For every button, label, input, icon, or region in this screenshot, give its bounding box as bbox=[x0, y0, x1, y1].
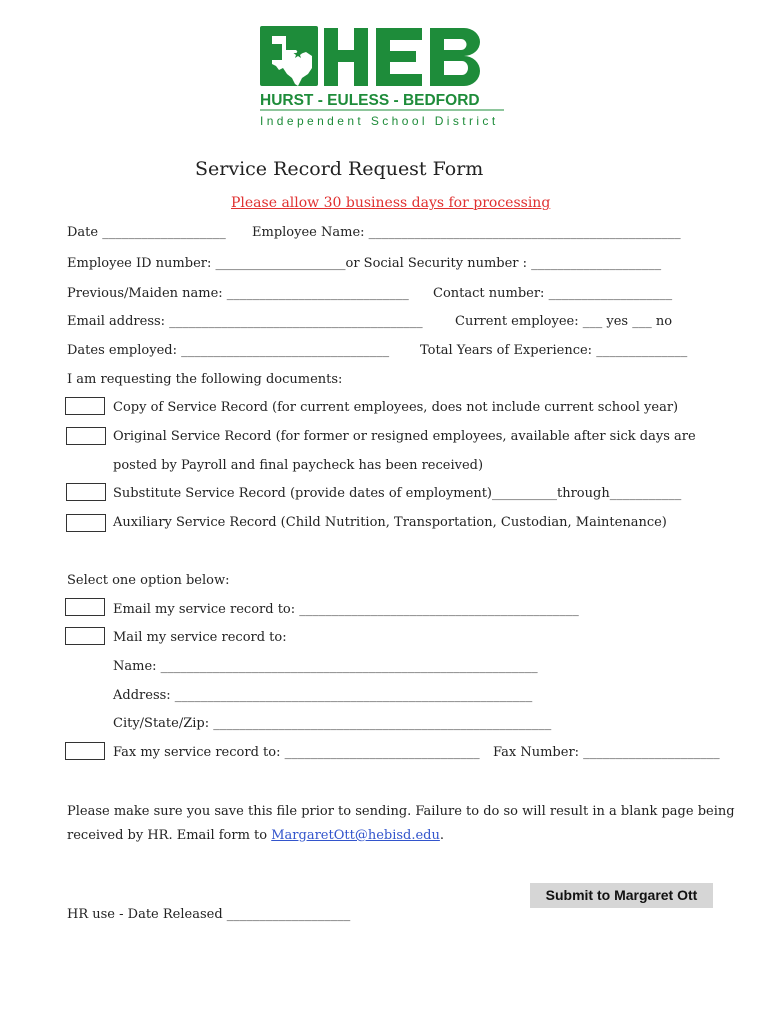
copy-service-record-label: Copy of Service Record (for current employees, does not include current school year) bbox=[113, 400, 679, 415]
mail-city-state-zip-field[interactable]: City/State/Zip: ____________________________________________________ bbox=[113, 716, 552, 731]
email-address-field[interactable]: Email address: _______________________________________ bbox=[67, 314, 423, 329]
email-option-checkbox[interactable] bbox=[65, 598, 105, 616]
fax-option-checkbox[interactable] bbox=[65, 742, 105, 760]
original-service-record-label-cont: posted by Payroll and final paycheck has been received) bbox=[113, 458, 484, 473]
logo-line1: HURST - EULESS - BEDFORD bbox=[260, 92, 480, 109]
mail-option-checkbox[interactable] bbox=[65, 627, 105, 645]
employee-name-field[interactable]: Employee Name: ________________________________________________ bbox=[252, 225, 681, 240]
logo-line2: Independent School District bbox=[260, 114, 499, 128]
employee-id-field[interactable]: Employee ID number: ____________________or Social Security number : ____________________ bbox=[67, 256, 662, 271]
date-field[interactable]: Date ___________________ bbox=[67, 225, 226, 240]
fax-option-field[interactable]: Fax my service record to: ______________________________ bbox=[113, 745, 480, 760]
previous-name-field[interactable]: Previous/Maiden name: ____________________________ bbox=[67, 286, 409, 301]
hr-date-released-field: HR use - Date Released ___________________ bbox=[67, 907, 351, 922]
requesting-label: I am requesting the following documents: bbox=[67, 372, 343, 387]
fax-number-field[interactable]: Fax Number: _____________________ bbox=[493, 745, 720, 760]
original-service-record-checkbox[interactable] bbox=[66, 427, 106, 445]
email-form-note-suffix: . bbox=[439, 828, 445, 843]
original-service-record-label: Original Service Record (for former or resigned employees, available after sick days are bbox=[113, 429, 696, 444]
current-employee-field[interactable]: Current employee: ___ yes ___ no bbox=[455, 314, 673, 329]
mail-name-field[interactable]: Name: __________________________________________________________ bbox=[113, 659, 538, 674]
select-option-label: Select one option below: bbox=[67, 573, 230, 588]
total-years-field[interactable]: Total Years of Experience: ______________ bbox=[420, 343, 688, 358]
heb-isd-logo bbox=[258, 24, 510, 132]
hr-email-link[interactable]: MargaretOtt@hebisd.edu bbox=[271, 828, 440, 843]
submit-button[interactable]: Submit to Margaret Ott bbox=[530, 883, 713, 908]
substitute-service-record-label: Substitute Service Record (provide dates of employment)__________through___________ bbox=[113, 486, 682, 501]
mail-option-label: Mail my service record to: bbox=[113, 630, 287, 645]
copy-service-record-checkbox[interactable] bbox=[65, 397, 105, 415]
save-file-note: Please make sure you save this file prior to sending. Failure to do so will result in a blank page being bbox=[67, 804, 735, 819]
dates-employed-field[interactable]: Dates employed: ________________________________ bbox=[67, 343, 390, 358]
contact-number-field[interactable]: Contact number: ___________________ bbox=[433, 286, 673, 301]
auxiliary-service-record-label: Auxiliary Service Record (Child Nutrition, Transportation, Custodian, Maintenance) bbox=[113, 515, 667, 530]
substitute-service-record-checkbox[interactable] bbox=[66, 483, 106, 501]
mail-address-field[interactable]: Address: _______________________________________________________ bbox=[113, 688, 533, 703]
auxiliary-service-record-checkbox[interactable] bbox=[66, 514, 106, 532]
form-title: Service Record Request Form bbox=[195, 158, 484, 180]
logo-letters bbox=[324, 28, 480, 86]
email-form-note bbox=[67, 828, 444, 844]
email-option-field[interactable]: Email my service record to: ___________________________________________ bbox=[113, 602, 579, 617]
processing-notice: Please allow 30 business days for processing bbox=[231, 195, 551, 211]
email-form-note-prefix: received by HR. Email form to bbox=[67, 828, 272, 843]
